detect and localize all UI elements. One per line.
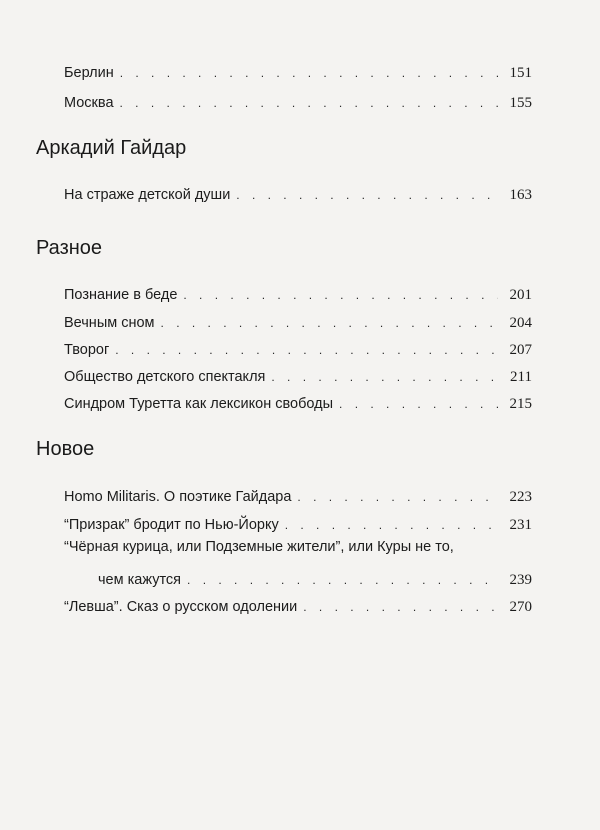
dot-leader [297,491,498,503]
section-heading-new: Новое [36,438,95,460]
dot-leader [303,601,498,613]
dot-leader [120,97,498,109]
toc-entry-page: 204 [509,315,532,331]
toc-entry-children-theatre[interactable] [64,362,532,386]
toc-entry-page: 211 [510,369,532,385]
dot-leader [271,371,498,383]
toc-entry-title: Познание в беде [64,287,178,303]
toc-entry-title: Homo Militaris. О поэтике Гайдара [64,489,292,505]
toc-entry-page: 151 [509,65,532,81]
dot-leader [285,519,498,531]
toc-entry-child-soul[interactable] [64,180,532,204]
toc-entry-page: 163 [509,187,532,203]
toc-entry-ghost-new-york[interactable] [64,510,532,534]
toc-entry-moscow[interactable] [64,88,532,112]
toc-entry-eternal-sleep[interactable] [64,308,532,332]
toc-entry-cognition[interactable] [64,280,532,304]
toc-entry-page: 231 [509,517,532,533]
dot-leader [183,289,498,301]
toc-entry-tourette[interactable] [64,389,532,413]
toc-entry-curd[interactable] [64,335,532,359]
toc-entry-page: 239 [509,572,532,588]
section-heading-misc: Разное [36,237,103,259]
toc-entry-homo-militaris[interactable] [64,482,532,506]
toc-entry-page: 270 [509,599,532,615]
toc-entry-title: Москва [64,95,114,111]
toc-entry-page: 201 [509,287,532,303]
section-heading-gaidar: Аркадий Гайдар [36,137,187,159]
dot-leader [339,398,498,410]
toc-entry-title-continuation: чем кажутся [98,572,182,588]
dot-leader [120,67,498,79]
toc-entry-black-hen-line1[interactable]: “Чёрная курица, или Подземные жители”, или Куры не то, [64,539,454,555]
dot-leader [187,574,498,586]
toc-entry-title: Общество детского спектакля [64,369,266,385]
toc-entry-title: Синдром Туретта как лексикон свободы [64,396,334,412]
toc-entry-title: Берлин [64,65,114,81]
toc-entry-title: Вечным сном [64,315,155,331]
toc-entry-page: 215 [509,396,532,412]
toc-entry-page: 223 [509,489,532,505]
toc-entry-title: “Призрак” бродит по Нью-Йорку [64,517,279,533]
toc-entry-page: 207 [509,342,532,358]
toc-entry-page: 155 [509,95,532,111]
toc-entry-title: Творог [64,342,110,358]
toc-entry-black-hen[interactable] [98,565,532,589]
dot-leader [161,317,498,329]
toc-entry-berlin[interactable] [64,58,532,82]
dot-leader [115,344,498,356]
toc-entry-levsha[interactable] [64,592,532,616]
toc-entry-title: “Левша”. Сказ о русском одолении [64,599,298,615]
dot-leader [236,189,498,201]
toc-entry-title: На страже детской души [64,187,231,203]
